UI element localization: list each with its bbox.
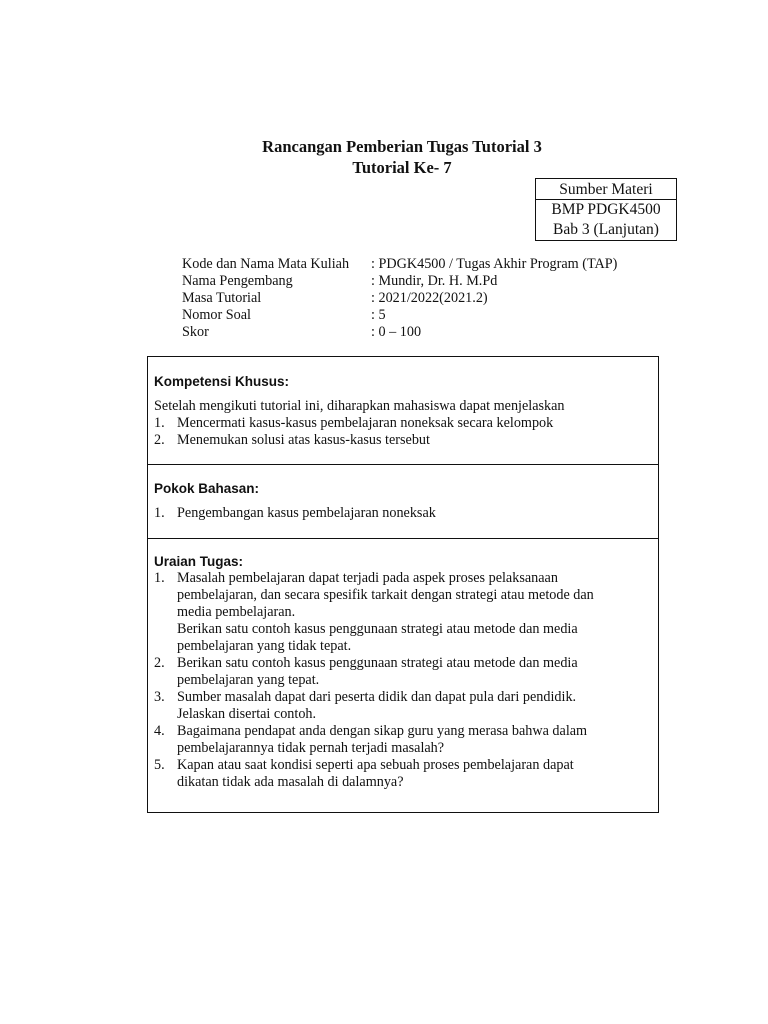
list-item bbox=[154, 432, 640, 449]
task-text bbox=[177, 570, 640, 655]
kompetensi-body bbox=[154, 398, 640, 449]
list-text: Mencermati kasus-kasus pembelajaran noneksak secara kelompok bbox=[177, 415, 554, 431]
task-number: 4. bbox=[154, 723, 165, 739]
task-line: pembelajaran yang tidak tepat. bbox=[177, 638, 352, 654]
task-item bbox=[154, 570, 640, 655]
task-number: 2. bbox=[154, 655, 165, 671]
kompetensi-heading: Kompetensi Khusus: bbox=[154, 374, 290, 389]
task-line: pembelajarannya tidak pernah terjadi masalah? bbox=[177, 740, 445, 756]
task-line: pembelajaran, dan secara spesifik tarkait dengan strategi atau metode dan bbox=[177, 587, 594, 603]
course-info-label: Skor bbox=[182, 324, 209, 340]
task-item bbox=[154, 757, 640, 791]
task-item bbox=[154, 689, 640, 723]
list-number: 1. bbox=[154, 415, 165, 431]
list-number: 1. bbox=[154, 505, 165, 521]
course-info bbox=[182, 256, 617, 341]
course-info-label: Nama Pengembang bbox=[182, 273, 293, 289]
list-text: Pengembangan kasus pembelajaran noneksak bbox=[177, 505, 436, 521]
list-item bbox=[154, 415, 640, 432]
course-info-value: : 5 bbox=[371, 307, 386, 323]
course-info-label: Masa Tutorial bbox=[182, 290, 262, 306]
task-line: Berikan satu contoh kasus penggunaan strategi atau metode dan media bbox=[177, 655, 578, 671]
course-info-row bbox=[182, 290, 617, 307]
source-material-book: BMP PDGK4500 bbox=[551, 201, 661, 218]
uraian-tugas-heading: Uraian Tugas: bbox=[154, 554, 244, 569]
course-info-value: : 2021/2022(2021.2) bbox=[371, 290, 488, 306]
task-number: 3. bbox=[154, 689, 165, 705]
source-material-chapter: Bab 3 (Lanjutan) bbox=[553, 221, 659, 238]
course-info-label: Nomor Soal bbox=[182, 307, 251, 323]
task-text bbox=[177, 655, 640, 689]
task-text bbox=[177, 723, 640, 757]
task-number: 5. bbox=[154, 757, 165, 773]
pokok-bahasan-heading: Pokok Bahasan: bbox=[154, 481, 260, 496]
task-line: Masalah pembelajaran dapat terjadi pada aspek proses pelaksanaan bbox=[177, 570, 558, 586]
task-item bbox=[154, 723, 640, 757]
task-line: Jelaskan disertai contoh. bbox=[177, 706, 317, 722]
document-subtitle: Tutorial Ke- 7 bbox=[352, 158, 452, 177]
task-line: dikatan tidak ada masalah di dalamnya? bbox=[177, 774, 404, 790]
uraian-tugas-body bbox=[154, 570, 640, 791]
document-title: Rancangan Pemberian Tugas Tutorial 3 bbox=[262, 137, 542, 156]
task-line: media pembelajaran. bbox=[177, 604, 296, 620]
task-line: pembelajaran yang tepat. bbox=[177, 672, 320, 688]
source-material-box bbox=[535, 178, 677, 241]
source-material-label: Sumber Materi bbox=[536, 179, 676, 200]
task-line: Kapan atau saat kondisi seperti apa sebuah proses pembelajaran dapat bbox=[177, 757, 574, 773]
task-table bbox=[147, 356, 659, 813]
course-info-value: : Mundir, Dr. H. M.Pd bbox=[371, 273, 498, 289]
course-info-label: Kode dan Nama Mata Kuliah bbox=[182, 256, 350, 272]
list-item bbox=[154, 505, 640, 522]
uraian-tugas-section bbox=[148, 539, 658, 812]
course-info-row bbox=[182, 273, 617, 290]
task-text bbox=[177, 757, 640, 791]
task-line: Sumber masalah dapat dari peserta didik dan dapat pula dari pendidik. bbox=[177, 689, 577, 705]
task-line: Bagaimana pendapat anda dengan sikap guru yang merasa bahwa dalam bbox=[177, 723, 588, 739]
task-item bbox=[154, 655, 640, 689]
list-number: 2. bbox=[154, 432, 165, 448]
course-info-value: : PDGK4500 / Tugas Akhir Program (TAP) bbox=[371, 256, 618, 272]
kompetensi-section bbox=[148, 357, 658, 465]
task-number: 1. bbox=[154, 570, 165, 586]
course-info-row bbox=[182, 256, 617, 273]
pokok-bahasan-body bbox=[154, 505, 640, 522]
list-text: Menemukan solusi atas kasus-kasus tersebut bbox=[177, 432, 430, 448]
kompetensi-intro: Setelah mengikuti tutorial ini, diharapkan mahasiswa dapat menjelaskan bbox=[154, 398, 565, 414]
course-info-row bbox=[182, 324, 617, 341]
task-line: Berikan satu contoh kasus penggunaan strategi atau metode dan media bbox=[177, 621, 578, 637]
course-info-row bbox=[182, 307, 617, 324]
task-text bbox=[177, 689, 640, 723]
course-info-value: : 0 – 100 bbox=[371, 324, 422, 340]
pokok-bahasan-section bbox=[148, 465, 658, 539]
